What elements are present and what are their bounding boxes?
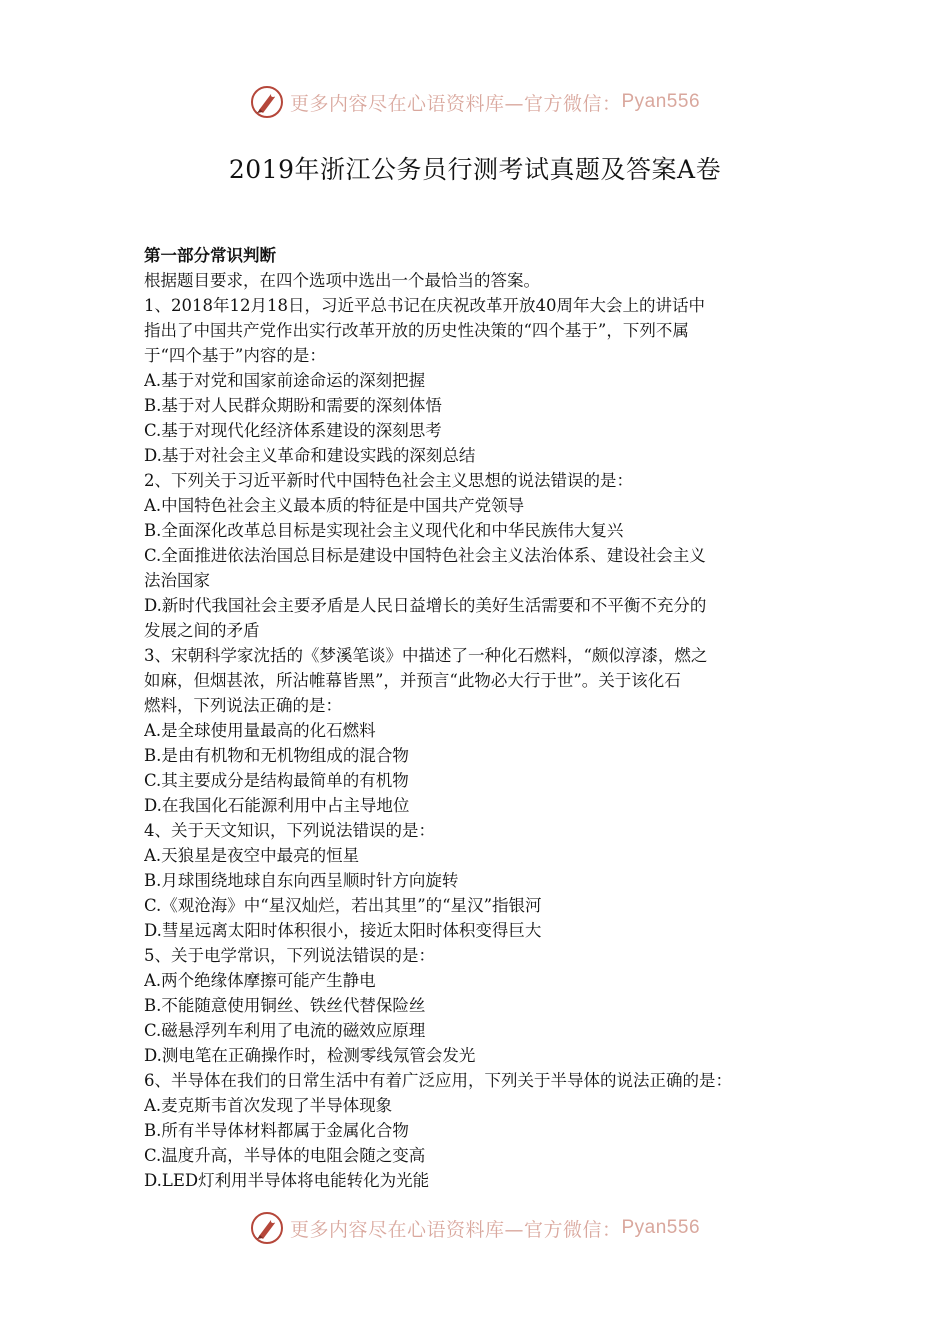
wechat-id: Pyan556 (621, 1217, 701, 1238)
question-line: 2、下列关于习近平新时代中国特色社会主义思想的说法错误的是： (144, 471, 633, 490)
section-heading: 第一部分常识判断 (144, 246, 276, 265)
pen-logo-icon (250, 85, 284, 119)
option-line: A.中国特色社会主义最本质的特征是中国共产党领导 (144, 496, 525, 515)
banner-text: 更多内容尽在心语资料库—官方微信： (289, 1218, 622, 1241)
option-line: C.温度升高，半导体的电阻会随之变高 (144, 1146, 426, 1165)
footer-banner (0, 1208, 950, 1248)
option-line: A.基于对党和国家前途命运的深刻把握 (144, 371, 426, 390)
option-line: C.基于对现代化经济体系建设的深刻思考 (144, 421, 442, 440)
option-line: A.麦克斯韦首次发现了半导体现象 (144, 1096, 393, 1115)
question-line: 1、2018年12月18日，习近平总书记在庆祝改革开放40周年大会上的讲话中 (144, 296, 705, 315)
wechat-id: Pyan556 (621, 91, 701, 112)
option-line: A.两个绝缘体摩擦可能产生静电 (144, 971, 376, 990)
pen-logo-icon (250, 1211, 284, 1245)
option-line: B.基于对人民群众期盼和需要的深刻体悟 (144, 396, 442, 415)
option-line: D.彗星远离太阳时体积很小，接近太阳时体积变得巨大 (144, 921, 542, 940)
option-line: A.是全球使用量最高的化石燃料 (144, 721, 376, 740)
page-title: 2019年浙江公务员行测考试真题及答案A卷 (228, 155, 722, 184)
option-line: B.所有半导体材料都属于金属化合物 (144, 1121, 409, 1140)
question-line: 指出了中国共产党作出实行改革开放的历史性决策的“四个基于”，下列不属 (144, 321, 689, 340)
banner-text: 更多内容尽在心语资料库—官方微信： (289, 92, 622, 115)
question-line: 如麻，但烟甚浓，所沾帷幕皆黑”，并预言“此物必大行于世”。关于该化石 (144, 671, 681, 690)
question-line: 3、宋朝科学家沈括的《梦溪笔谈》中描述了一种化石燃料，“颇似淳漆，燃之 (144, 646, 708, 665)
question-line: 于“四个基于”内容的是： (144, 346, 326, 365)
question-line: 4、关于天文知识，下列说法错误的是： (144, 821, 435, 840)
document-body (144, 243, 816, 1193)
option-line: D.新时代我国社会主要矛盾是人民日益增长的美好生活需要和不平衡不充分的 (144, 596, 707, 615)
option-line: D.在我国化石能源利用中占主导地位 (144, 796, 410, 815)
option-line: D.基于对社会主义革命和建设实践的深刻总结 (144, 446, 476, 465)
option-line: B.不能随意使用铜丝、铁丝代替保险丝 (144, 996, 426, 1015)
option-line: C.其主要成分是结构最简单的有机物 (144, 771, 409, 790)
option-line: D.LED灯利用半导体将电能转化为光能 (144, 1171, 430, 1190)
header-banner (0, 82, 950, 122)
option-line: C.全面推进依法治国总目标是建设中国特色社会主义法治体系、建设社会主义 (144, 546, 706, 565)
question-line: 6、半导体在我们的日常生活中有着广泛应用，下列关于半导体的说法正确的是： (144, 1071, 732, 1090)
option-line: D.测电笔在正确操作时，检测零线氖管会发光 (144, 1046, 476, 1065)
question-line: 燃料，下列说法正确的是： (144, 696, 342, 715)
option-line: C.《观沧海》中“星汉灿烂，若出其里”的“星汉”指银河 (144, 896, 542, 915)
question-line: 5、关于电学常识，下列说法错误的是： (144, 946, 435, 965)
option-line: 法治国家 (144, 571, 210, 590)
option-line: B.全面深化改革总目标是实现社会主义现代化和中华民族伟大复兴 (144, 521, 624, 540)
option-line: B.月球围绕地球自东向西呈顺时针方向旋转 (144, 871, 459, 890)
option-line: B.是由有机物和无机物组成的混合物 (144, 746, 409, 765)
option-line: A.天狼星是夜空中最亮的恒星 (144, 846, 360, 865)
option-line: 发展之间的矛盾 (144, 621, 260, 640)
text-line: 根据题目要求，在四个选项中选出一个最恰当的答案。 (144, 271, 540, 290)
option-line: C.磁悬浮列车利用了电流的磁效应原理 (144, 1021, 426, 1040)
